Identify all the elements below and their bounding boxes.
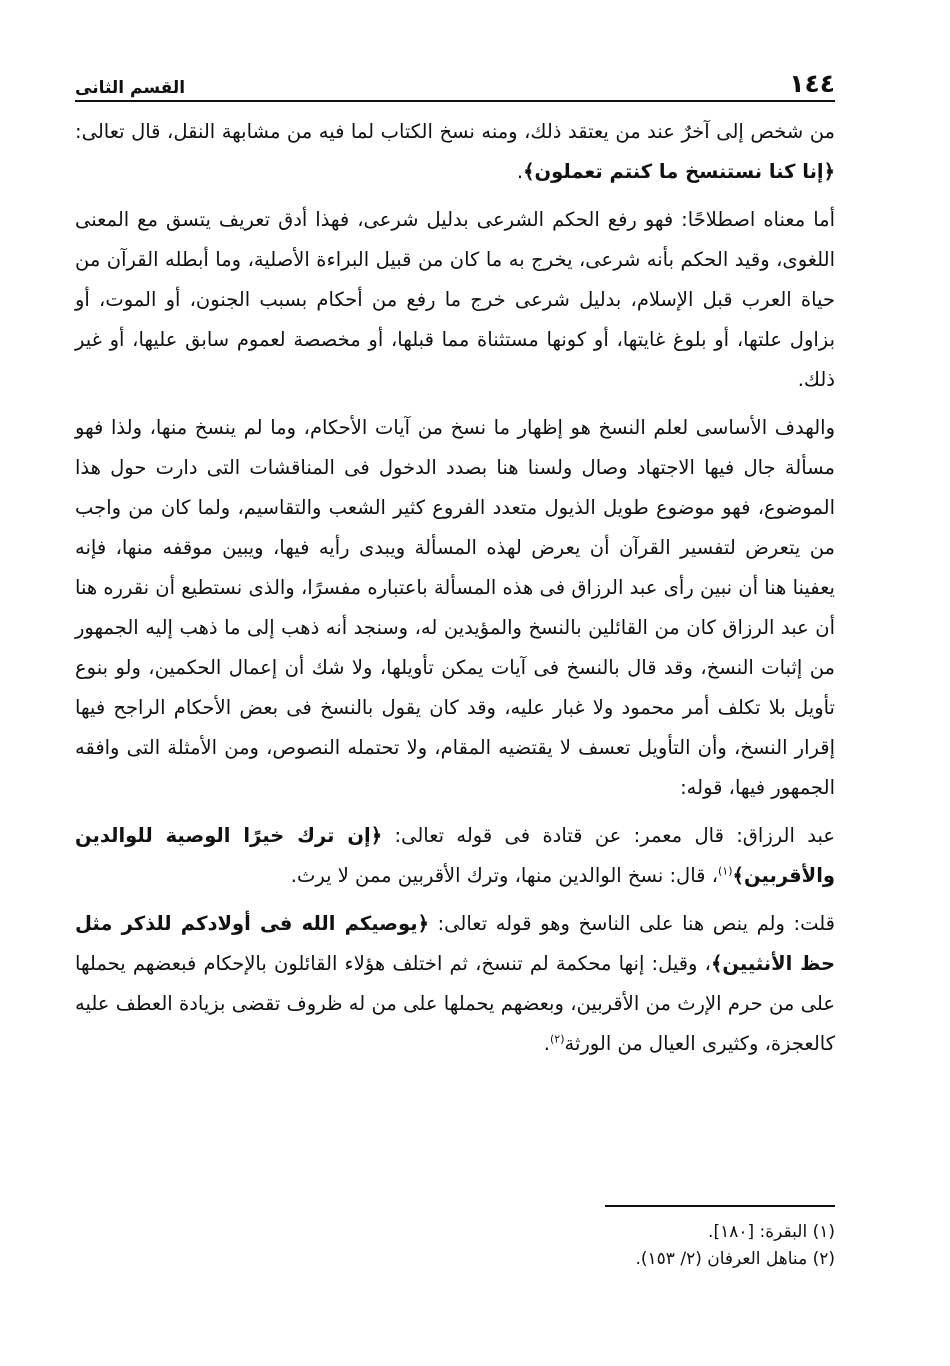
footnote-ref-1[interactable]: (١): [718, 864, 733, 878]
running-head: [75, 60, 835, 98]
section-title: القسم الثانى: [75, 78, 186, 98]
header-rule: [75, 100, 835, 102]
footnote-rule: [605, 1205, 835, 1207]
paragraph-5-text: قلت: ولم ينص هنا على الناسخ وهو قوله تعالى:: [429, 912, 835, 935]
quran-verse-3: ﴿يوصيكم الله فى أولادكم للذكر مثل حظ الأنثيين﴾: [75, 912, 835, 975]
page-number: ١٤٤: [789, 69, 835, 98]
paragraph-5: [75, 904, 835, 1064]
paragraph-3: والهدف الأساسى لعلم النسخ هو إظهار ما نسخ من آيات الأحكام، وما لم ينسخ منها، ولذا فهو مسألة جال فيها الاجتهاد وصال ولسنا هنا بصدد الدخول فى المناقشات التى دارت حول هذا الموضوع، فهو موضوع طويل الذيول متعدد الفروع كثير الشعب والتقاسيم، ولما كان من واجب من يتعرض لتفسير القرآن أن يعرض لهذه المسألة ويبدى رأيه فيها، ويبين موقفه منها، فإنه يعفينا هنا أن نبين رأى عبد الرزاق فى هذه المسألة باعتباره مفسرًا، والذى نستطيع أن نقرره هنا أن عبد الرزاق كان من القائلين بالنسخ والمؤيدين له، وسنجد أنه ذهب إلى ما ذهب إليه الجمهور من إثبات النسخ، وقد قال بالنسخ فى آيات يمكن تأويلها، ولا شك أن إعمال الحكمين، ولو بنوع تأويل بلا تكلف أمر محمود ولا غبار عليه، وقد كان يقول بالنسخ فى بعض الأحكام الراجح فيها إقرار النسخ، وأن التأويل تعسف لا يقتضيه المقام، ولا تحتمله النصوص، ومن الأمثلة التى وافقه الجمهور فيها، قوله:: [75, 416, 835, 799]
footnote-ref-2[interactable]: (٢): [549, 1032, 565, 1046]
footnote-1: (١) البقرة: [١٨٠].: [708, 1222, 835, 1242]
paragraph-4-end: ، قال: نسخ الوالدين منها، وترك الأقربين ممن لا يرث.: [290, 864, 718, 887]
paragraph-1-text: من شخص إلى آخرٌ عند من يعتقد ذلك، ومنه نسخ الكتاب لما فيه من مشابهة النقل، قال تعالى:: [75, 120, 835, 143]
paragraph-4: [75, 816, 835, 896]
paragraph-1-end: .: [516, 160, 524, 183]
footnotes: [75, 1205, 835, 1273]
paragraph-1: [75, 112, 835, 192]
quran-verse-1: ﴿إنا كنا نستنسخ ما كنتم تعملون﴾: [523, 160, 835, 183]
quran-verse-2: ﴿إن ترك خيرًا الوصية للوالدين والأقربين﴾: [75, 824, 835, 887]
page: [75, 60, 835, 1269]
paragraph-5-tail: .: [543, 1032, 550, 1055]
footnote-2: (٢) مناهل العرفان (٢/ ١٥٣).: [635, 1249, 835, 1269]
paragraph-5-end: ، وقيل: إنها محكمة لم تنسخ، ثم اختلف هؤلاء القائلون بالإحكام فبعضهم يحملها على من حرم الإرث من الأقربين، وبعضهم يحملها على من له ظروف تقضى بزيادة العطف عليه كالعجزة، وكثيرى العيال من الورثة: [75, 952, 835, 1055]
paragraph-4-text: عبد الرزاق: قال معمر: عن قتادة فى قوله تعالى:: [382, 824, 835, 847]
paragraph-2: أما معناه اصطلاحًا: فهو رفع الحكم الشرعى بدليل شرعى، فهذا أدق تعريف يتسق مع المعنى اللغوى، وقيد الحكم بأنه شرعى، يخرج به ما كان من قبيل البراءة الأصلية، وما أبطله القرآن من حياة العرب قبل الإسلام، بدليل شرعى خرج ما رفع من أحكام بسبب الجنون، أو الموت، أو بزاول علتها، أو بلوغ غايتها، أو كونها مستثناة مما قبلها، أو مخصصة لعموم سابق عليها، أو غير ذلك.: [75, 208, 835, 391]
